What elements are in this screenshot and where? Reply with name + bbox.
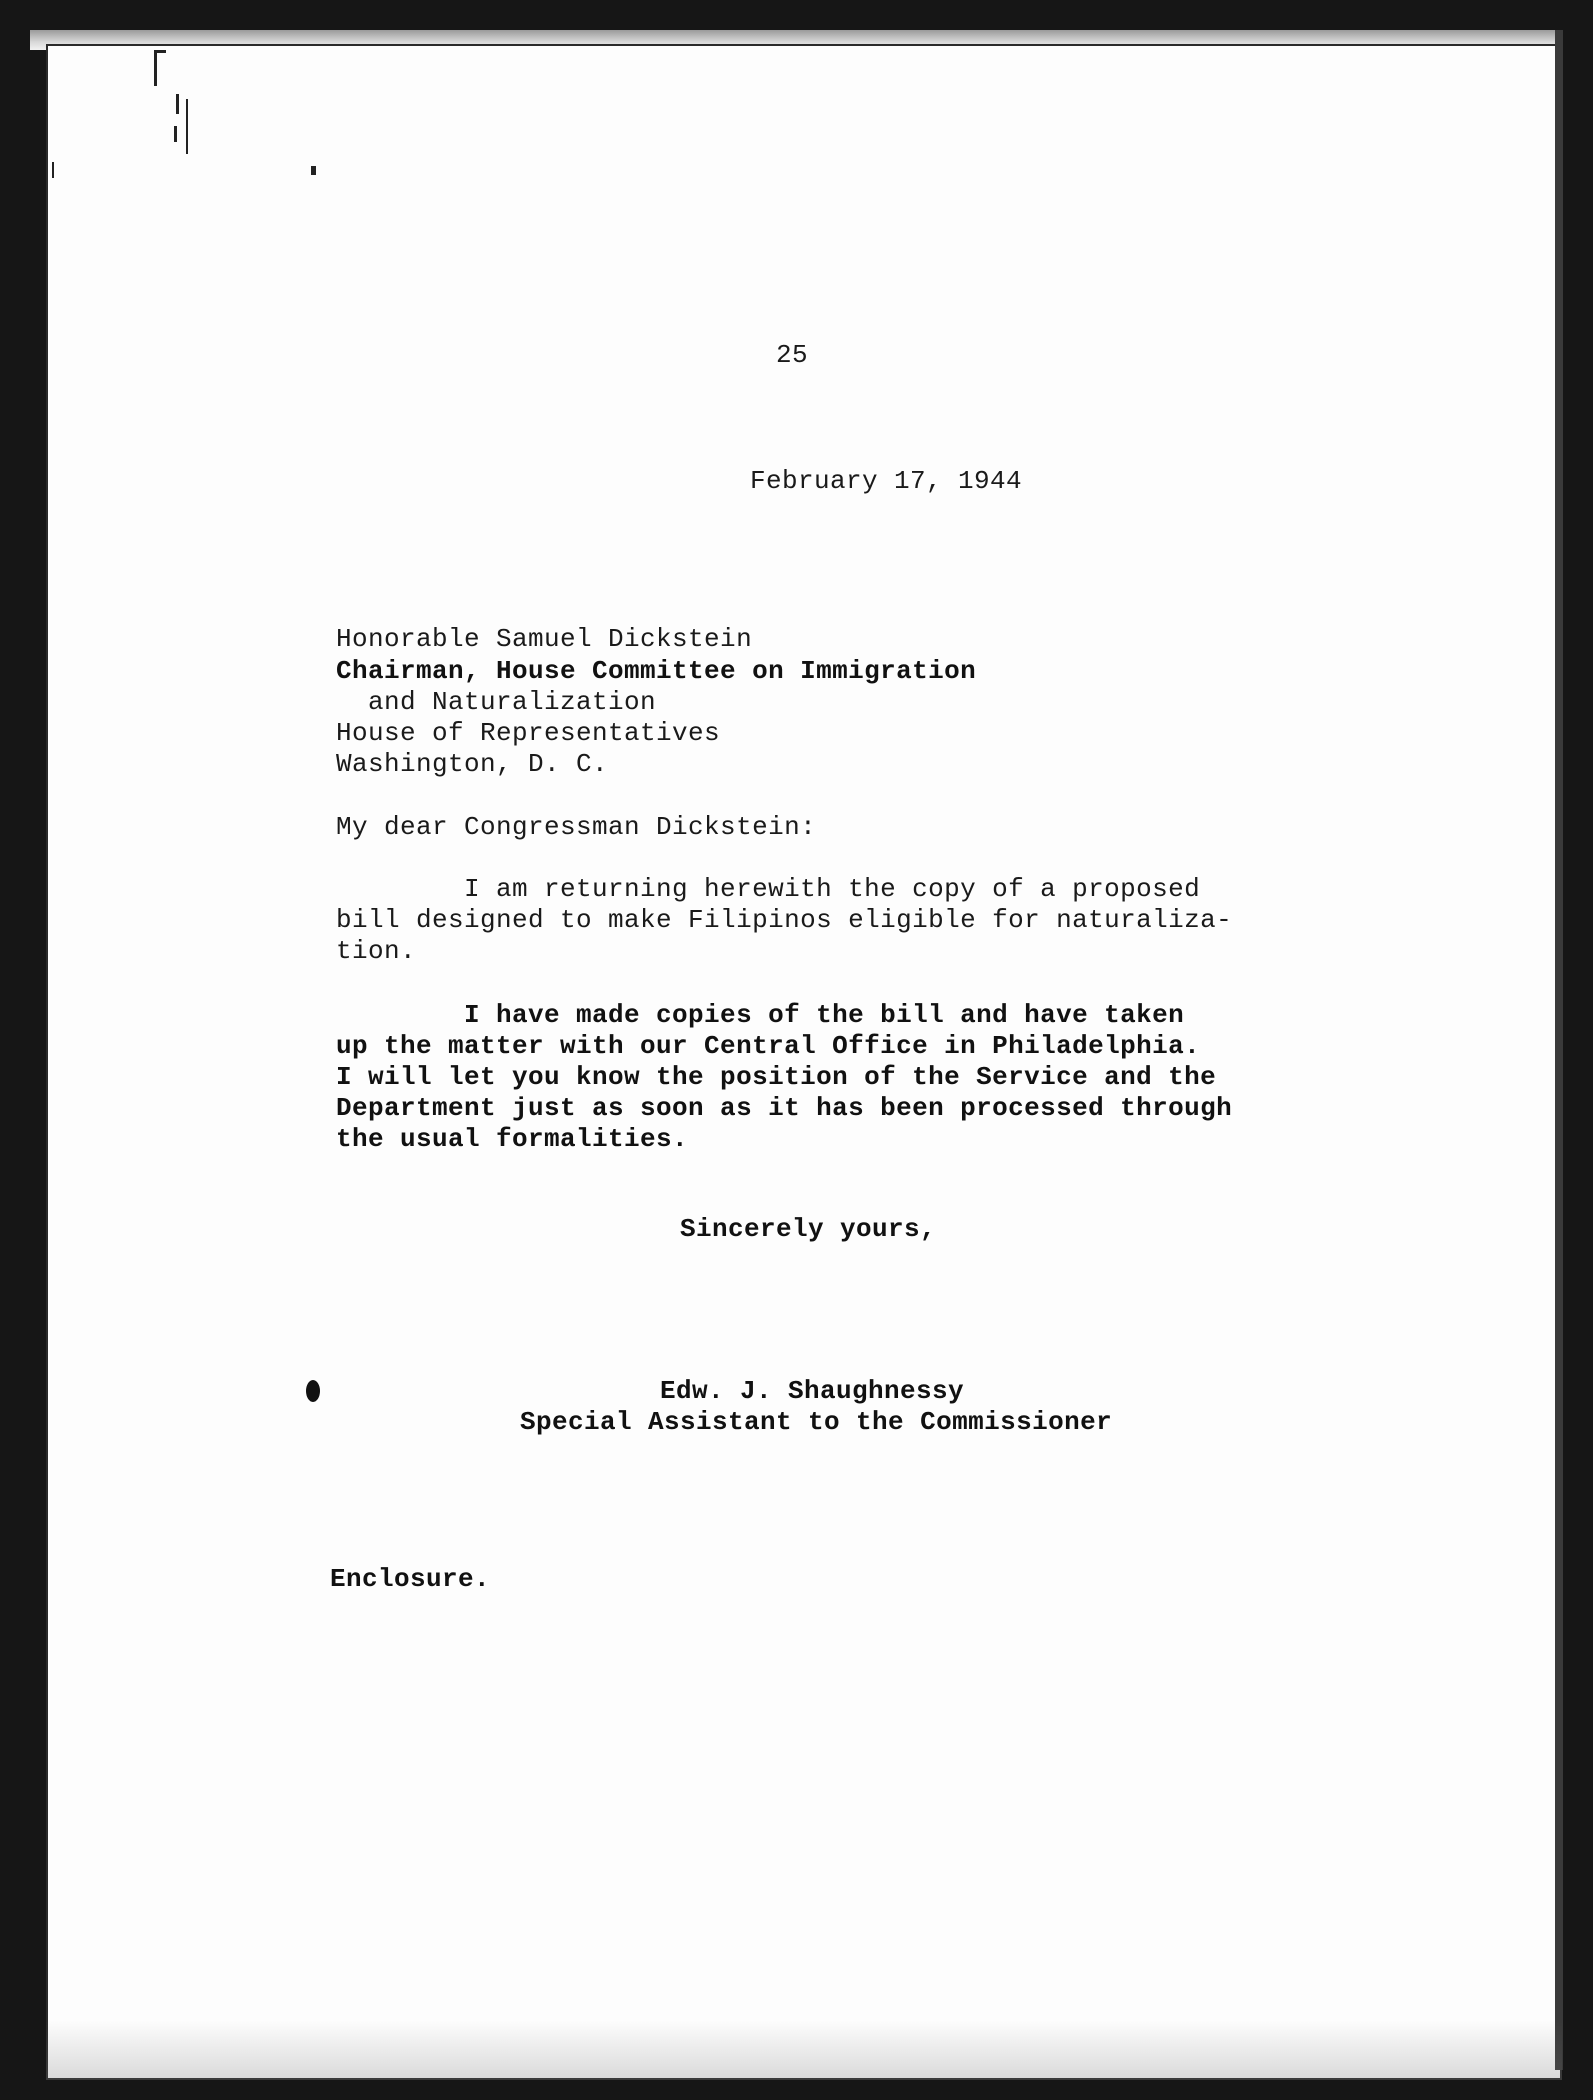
margin-mark [52, 162, 54, 178]
signature-name: Edw. J. Shaughnessy [660, 1376, 965, 1406]
recipient-line: Chairman, House Committee on Immigration [336, 656, 977, 686]
body-line: bill designed to make Filipinos eligible for naturaliza- [336, 905, 1233, 935]
margin-mark [174, 126, 177, 142]
margin-mark [154, 50, 166, 53]
punch-mark [306, 1380, 320, 1402]
body-line: tion. [336, 936, 417, 966]
margin-mark [311, 166, 316, 175]
margin-mark [154, 50, 157, 86]
recipient-line: House of Representatives [336, 718, 721, 748]
letter-page [46, 44, 1562, 2080]
scan-shadow [46, 2020, 1562, 2080]
margin-mark [186, 99, 188, 154]
body-line: the usual formalities. [336, 1124, 689, 1154]
paper-right-edge [1555, 30, 1563, 2070]
enclosure-note: Enclosure. [330, 1564, 491, 1594]
letter-date: February 17, 1944 [750, 466, 1023, 496]
body-line: Department just as soon as it has been processed through [336, 1093, 1233, 1123]
salutation: My dear Congressman Dickstein: [336, 812, 817, 842]
recipient-line: and Naturalization [336, 687, 657, 717]
recipient-line: Honorable Samuel Dickstein [336, 624, 753, 654]
page-number: 25 [776, 340, 809, 370]
recipient-line: Washington, D. C. [336, 749, 609, 779]
body-line: I will let you know the position of the Service and the [336, 1062, 1217, 1092]
body-line: up the matter with our Central Office in Philadelphia. [336, 1031, 1201, 1061]
signature-title: Special Assistant to the Commissioner [520, 1407, 1113, 1437]
body-line: I have made copies of the bill and have taken [336, 1000, 1185, 1030]
closing: Sincerely yours, [680, 1214, 937, 1244]
margin-mark [176, 94, 179, 114]
body-line: I am returning herewith the copy of a proposed [336, 874, 1201, 904]
